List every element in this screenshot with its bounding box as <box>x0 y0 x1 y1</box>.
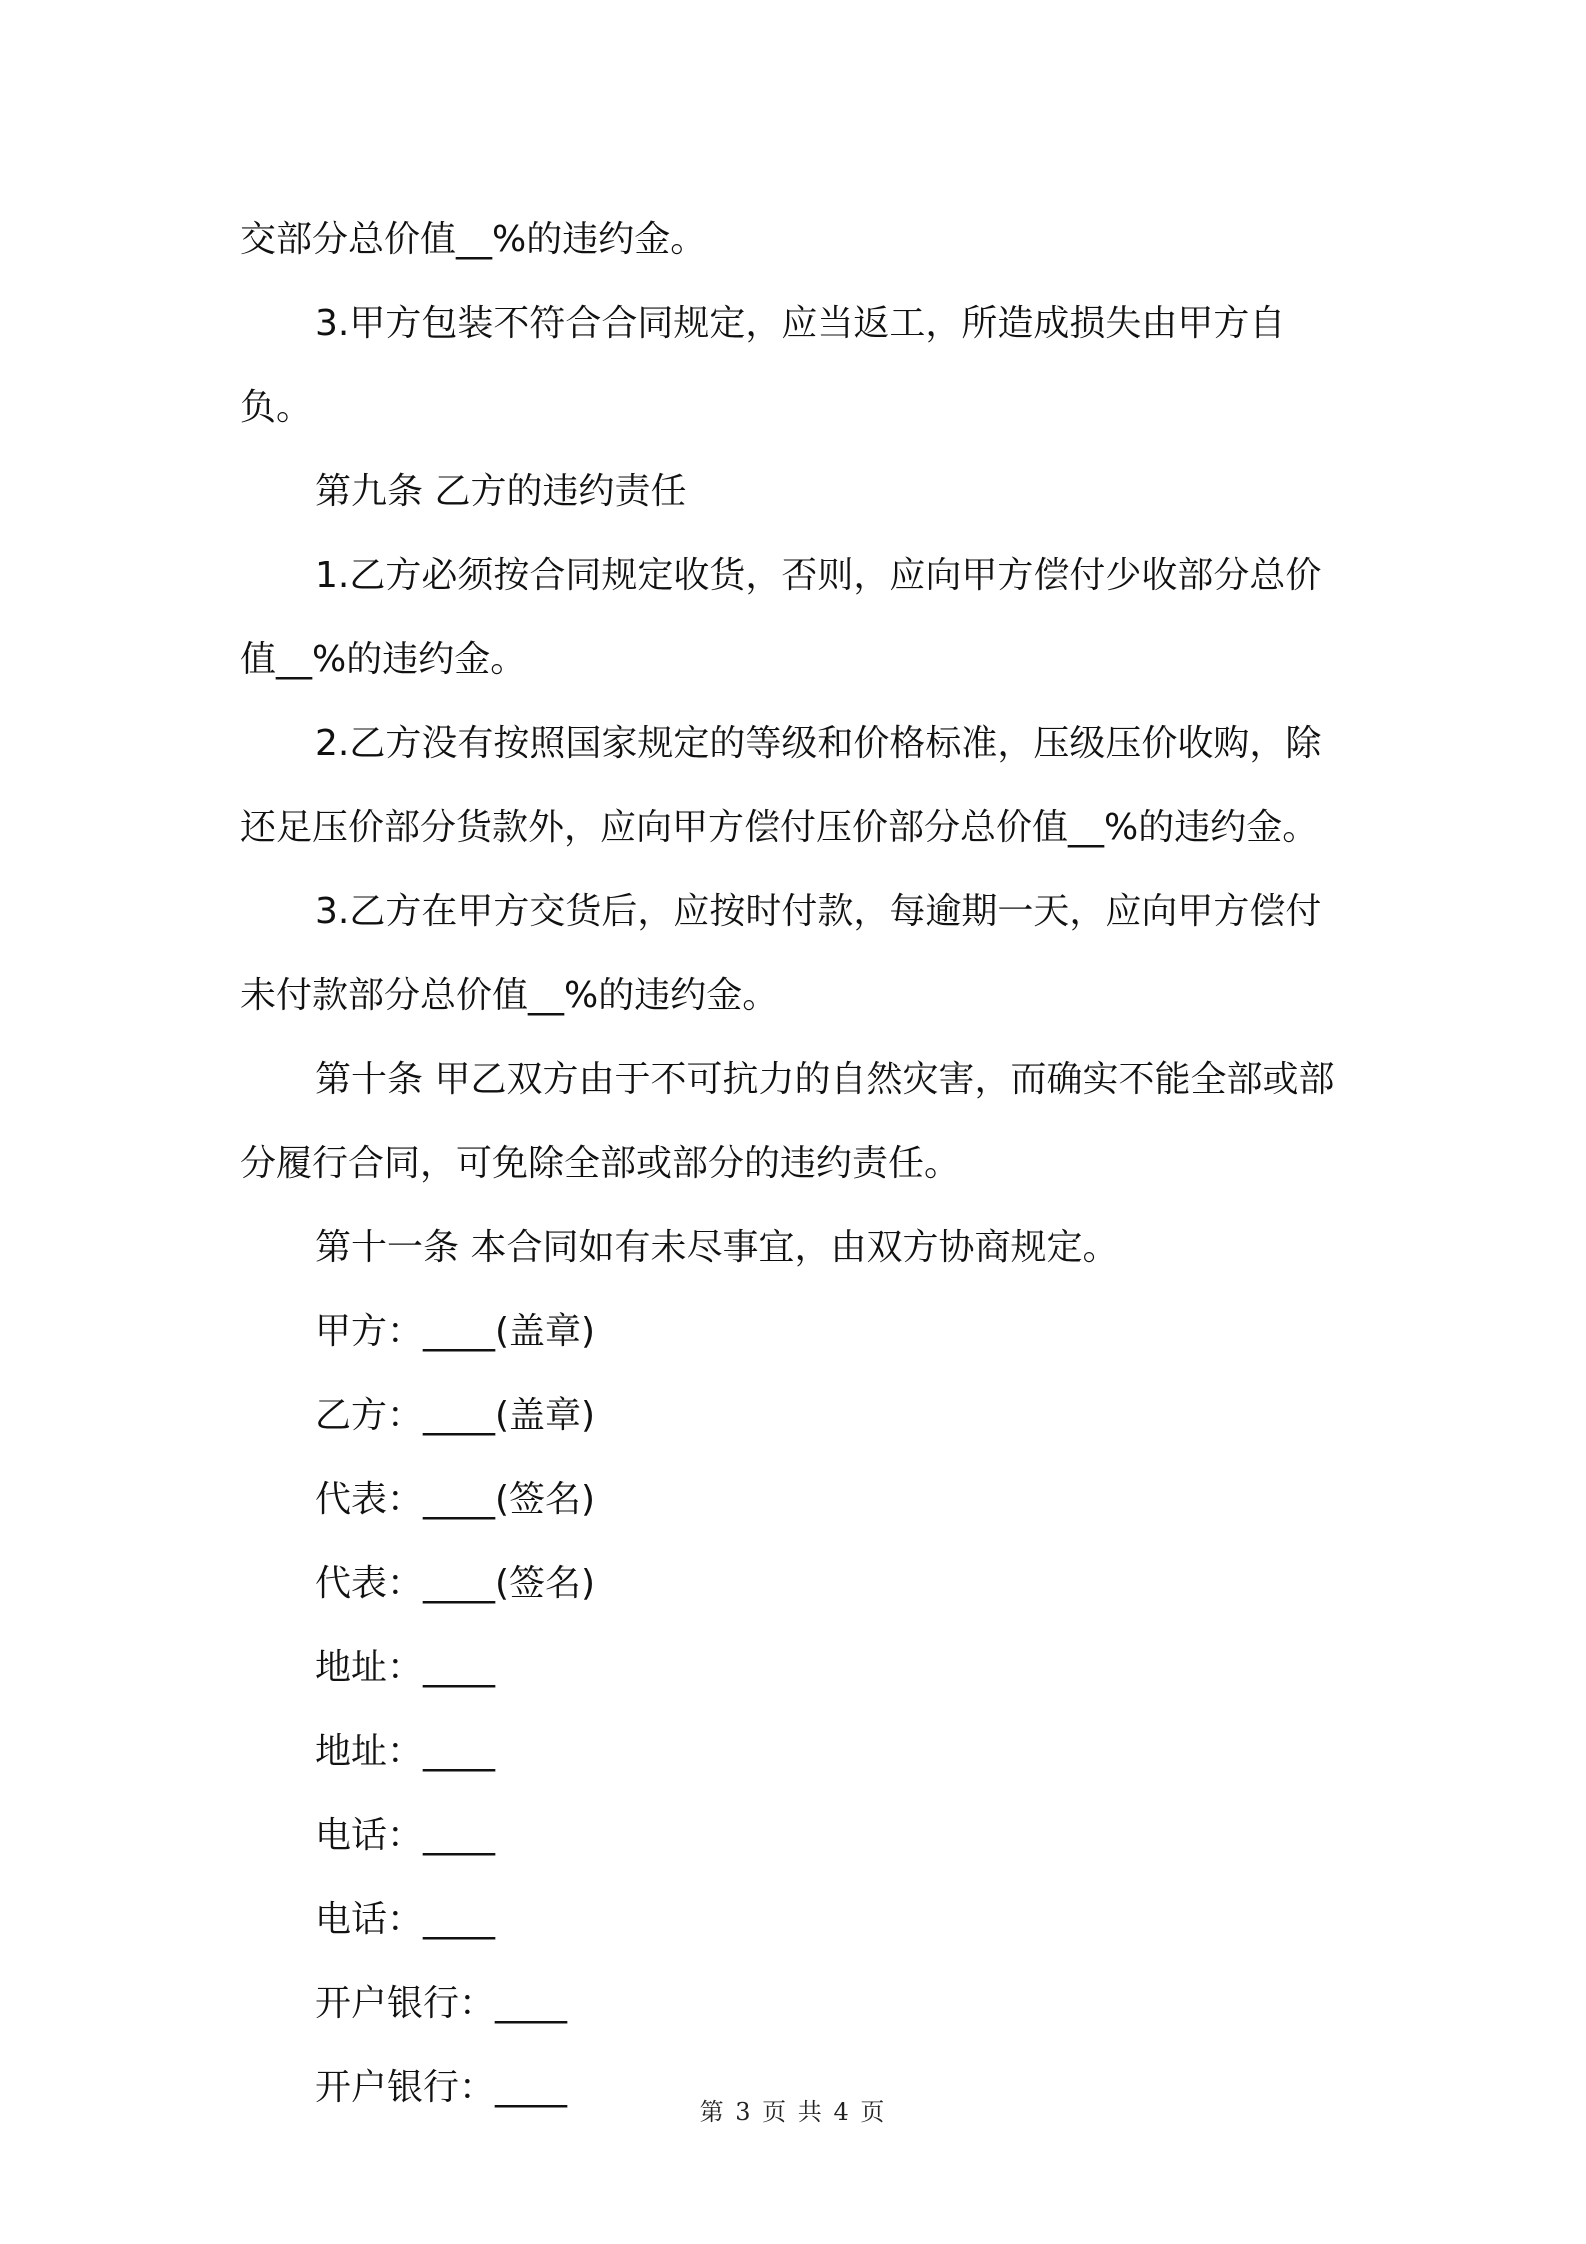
paragraph: 3.乙方在甲方交货后，应按时付款，每逾期一天，应向甲方偿付未付款部分总价值__%的违约金。 <box>240 891 1322 1016</box>
paragraph: 1.乙方必须按合同规定收货，否则，应向甲方偿付少收部分总价值__%的违约金。 <box>240 555 1322 680</box>
paragraph: 3.甲方包装不符合合同规定，应当返工，所造成损失由甲方自负。 <box>240 303 1286 428</box>
bank-field: 开户银行：____ <box>315 1983 568 2024</box>
paragraph: 第十条 甲乙双方由于不可抗力的自然灾害，而确实不能全部或部分履行合同，可免除全部或部分的违约责任。 <box>240 1059 1335 1184</box>
document-body <box>240 198 1355 2130</box>
paragraph: 交部分总价值__%的违约金。 <box>240 219 707 260</box>
representative-field: 代表：____(签名) <box>315 1479 596 1520</box>
page-number: 第 3 页 共 4 页 <box>699 2098 887 2126</box>
signature-field-party-b: 乙方：____(盖章) <box>315 1395 596 1436</box>
bank-field: 开户银行：____ <box>315 2067 568 2108</box>
paragraph: 第十一条 本合同如有未尽事宜，由双方协商规定。 <box>315 1227 1119 1268</box>
address-field: 地址：____ <box>315 1731 496 1772</box>
phone-field: 电话：____ <box>315 1899 496 1940</box>
address-field: 地址：____ <box>315 1647 496 1688</box>
representative-field: 代表：____(签名) <box>315 1563 596 1604</box>
phone-field: 电话：____ <box>315 1815 496 1856</box>
paragraph: 2.乙方没有按照国家规定的等级和价格标准，压级压价收购，除还足压价部分货款外，应向甲方偿付压价部分总价值__%的违约金。 <box>240 723 1322 848</box>
signature-field-party-a: 甲方：____(盖章) <box>315 1311 596 1352</box>
article-heading: 第九条 乙方的违约责任 <box>315 471 687 512</box>
